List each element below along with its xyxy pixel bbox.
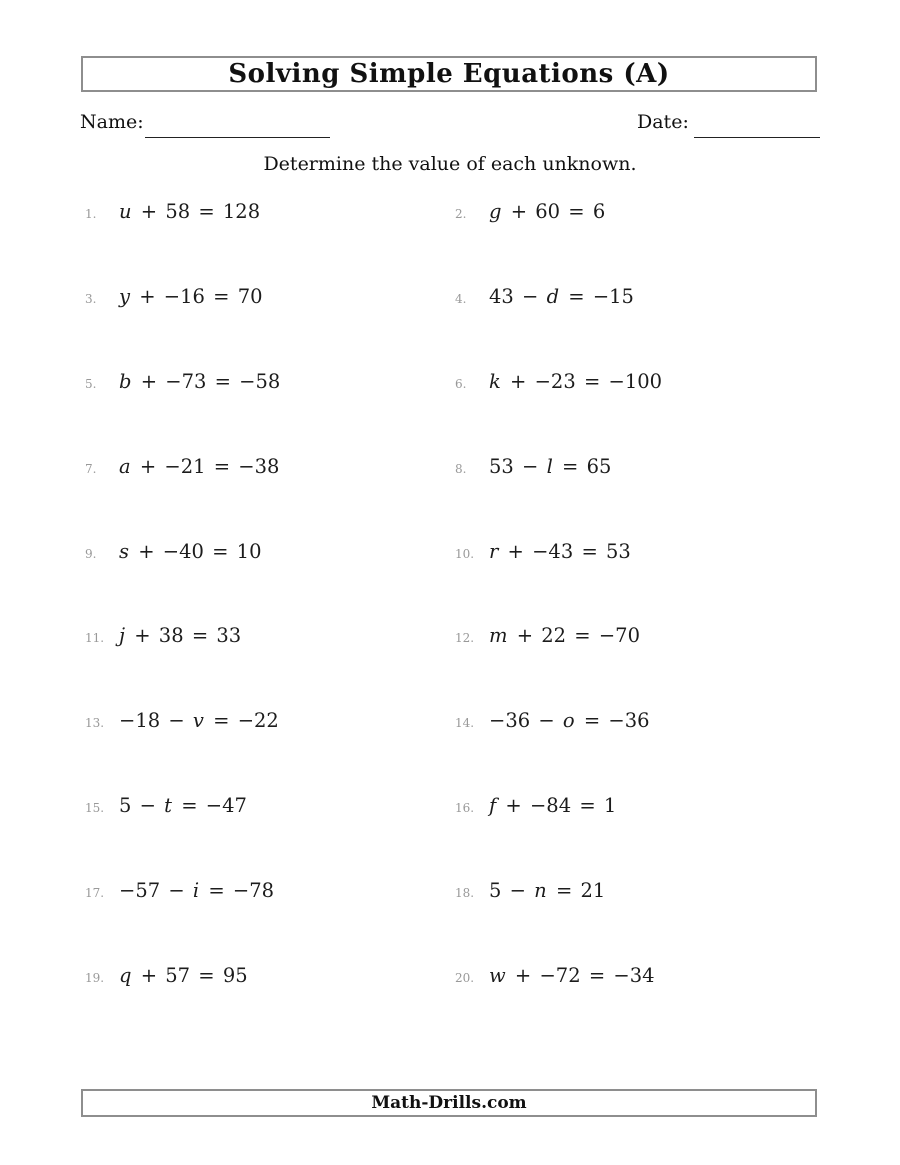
problem-item (85, 370, 455, 455)
equation-text: 53 − l = 65 (489, 454, 612, 478)
problem-number: 12. (455, 631, 475, 646)
equation-text: q + 57 = 95 (119, 964, 248, 988)
equation-text: r + −43 = 53 (489, 539, 631, 563)
problem-number: 1. (85, 207, 97, 221)
equation-text: a + −21 = −38 (119, 454, 280, 478)
problem-number: 3. (85, 291, 97, 306)
problem-item (85, 709, 455, 794)
equation-text: u + 58 = 128 (119, 200, 261, 223)
problem-item (455, 624, 815, 709)
equation-text: g + 60 = 6 (489, 200, 606, 223)
equation-text: w + −72 = −34 (489, 964, 655, 988)
problem-item (85, 285, 455, 370)
problem-item (455, 794, 815, 879)
date-label: Date: (637, 111, 689, 133)
equation-text: m + 22 = −70 (489, 624, 640, 648)
problem-number: 10. (455, 546, 475, 561)
problem-number: 15. (85, 801, 105, 816)
page-title: Solving Simple Equations (A) (228, 59, 670, 89)
problem-item (85, 794, 455, 879)
problem-number: 17. (85, 886, 105, 901)
equation-text: k + −23 = −100 (489, 369, 663, 393)
problem-item (455, 540, 815, 625)
equation-text: j + 38 = 33 (119, 624, 242, 648)
problem-item (85, 200, 455, 285)
problem-number: 13. (85, 716, 105, 731)
problem-item (85, 964, 455, 1049)
problem-item (455, 455, 815, 540)
problem-number: 20. (455, 971, 475, 986)
equation-text: 43 − d = −15 (489, 284, 634, 308)
problem-number: 8. (455, 461, 467, 476)
equation-text: y + −16 = 70 (119, 284, 263, 308)
problem-item (455, 964, 815, 1049)
problem-number: 11. (85, 631, 105, 646)
problem-item (455, 285, 815, 370)
equation-text: 5 − n = 21 (489, 879, 606, 903)
problem-number: 7. (85, 461, 97, 476)
problems-grid (85, 200, 815, 1049)
equation-text: −18 − v = −22 (119, 709, 279, 733)
date-fill-line (694, 113, 820, 138)
equation-text: f + −84 = 1 (489, 794, 617, 818)
problem-number: 9. (85, 546, 97, 561)
problem-number: 18. (455, 886, 475, 901)
problem-number: 5. (85, 376, 97, 391)
problem-number: 16. (455, 801, 475, 816)
equation-text: b + −73 = −58 (119, 369, 281, 393)
problem-number: 4. (455, 291, 467, 306)
equation-text: −36 − o = −36 (489, 709, 650, 733)
title-box (81, 56, 817, 92)
problem-item (85, 879, 455, 964)
problem-item (455, 200, 815, 285)
problem-number: 19. (85, 971, 105, 986)
equation-text: −57 − i = −78 (119, 879, 275, 903)
name-label: Name: (80, 111, 144, 133)
problem-item (455, 709, 815, 794)
problem-number: 2. (455, 207, 467, 221)
problem-number: 14. (455, 716, 475, 731)
instruction-text: Determine the value of each unknown. (263, 153, 637, 175)
problem-item (455, 370, 815, 455)
equation-text: 5 − t = −47 (119, 794, 247, 818)
footer-text: Math-Drills.com (371, 1093, 527, 1113)
name-fill-line (145, 113, 330, 138)
problem-item (455, 879, 815, 964)
problem-number: 6. (455, 376, 467, 391)
problem-item (85, 455, 455, 540)
problem-item (85, 624, 455, 709)
footer-box (81, 1089, 817, 1117)
problem-item (85, 540, 455, 625)
equation-text: s + −40 = 10 (119, 539, 262, 563)
